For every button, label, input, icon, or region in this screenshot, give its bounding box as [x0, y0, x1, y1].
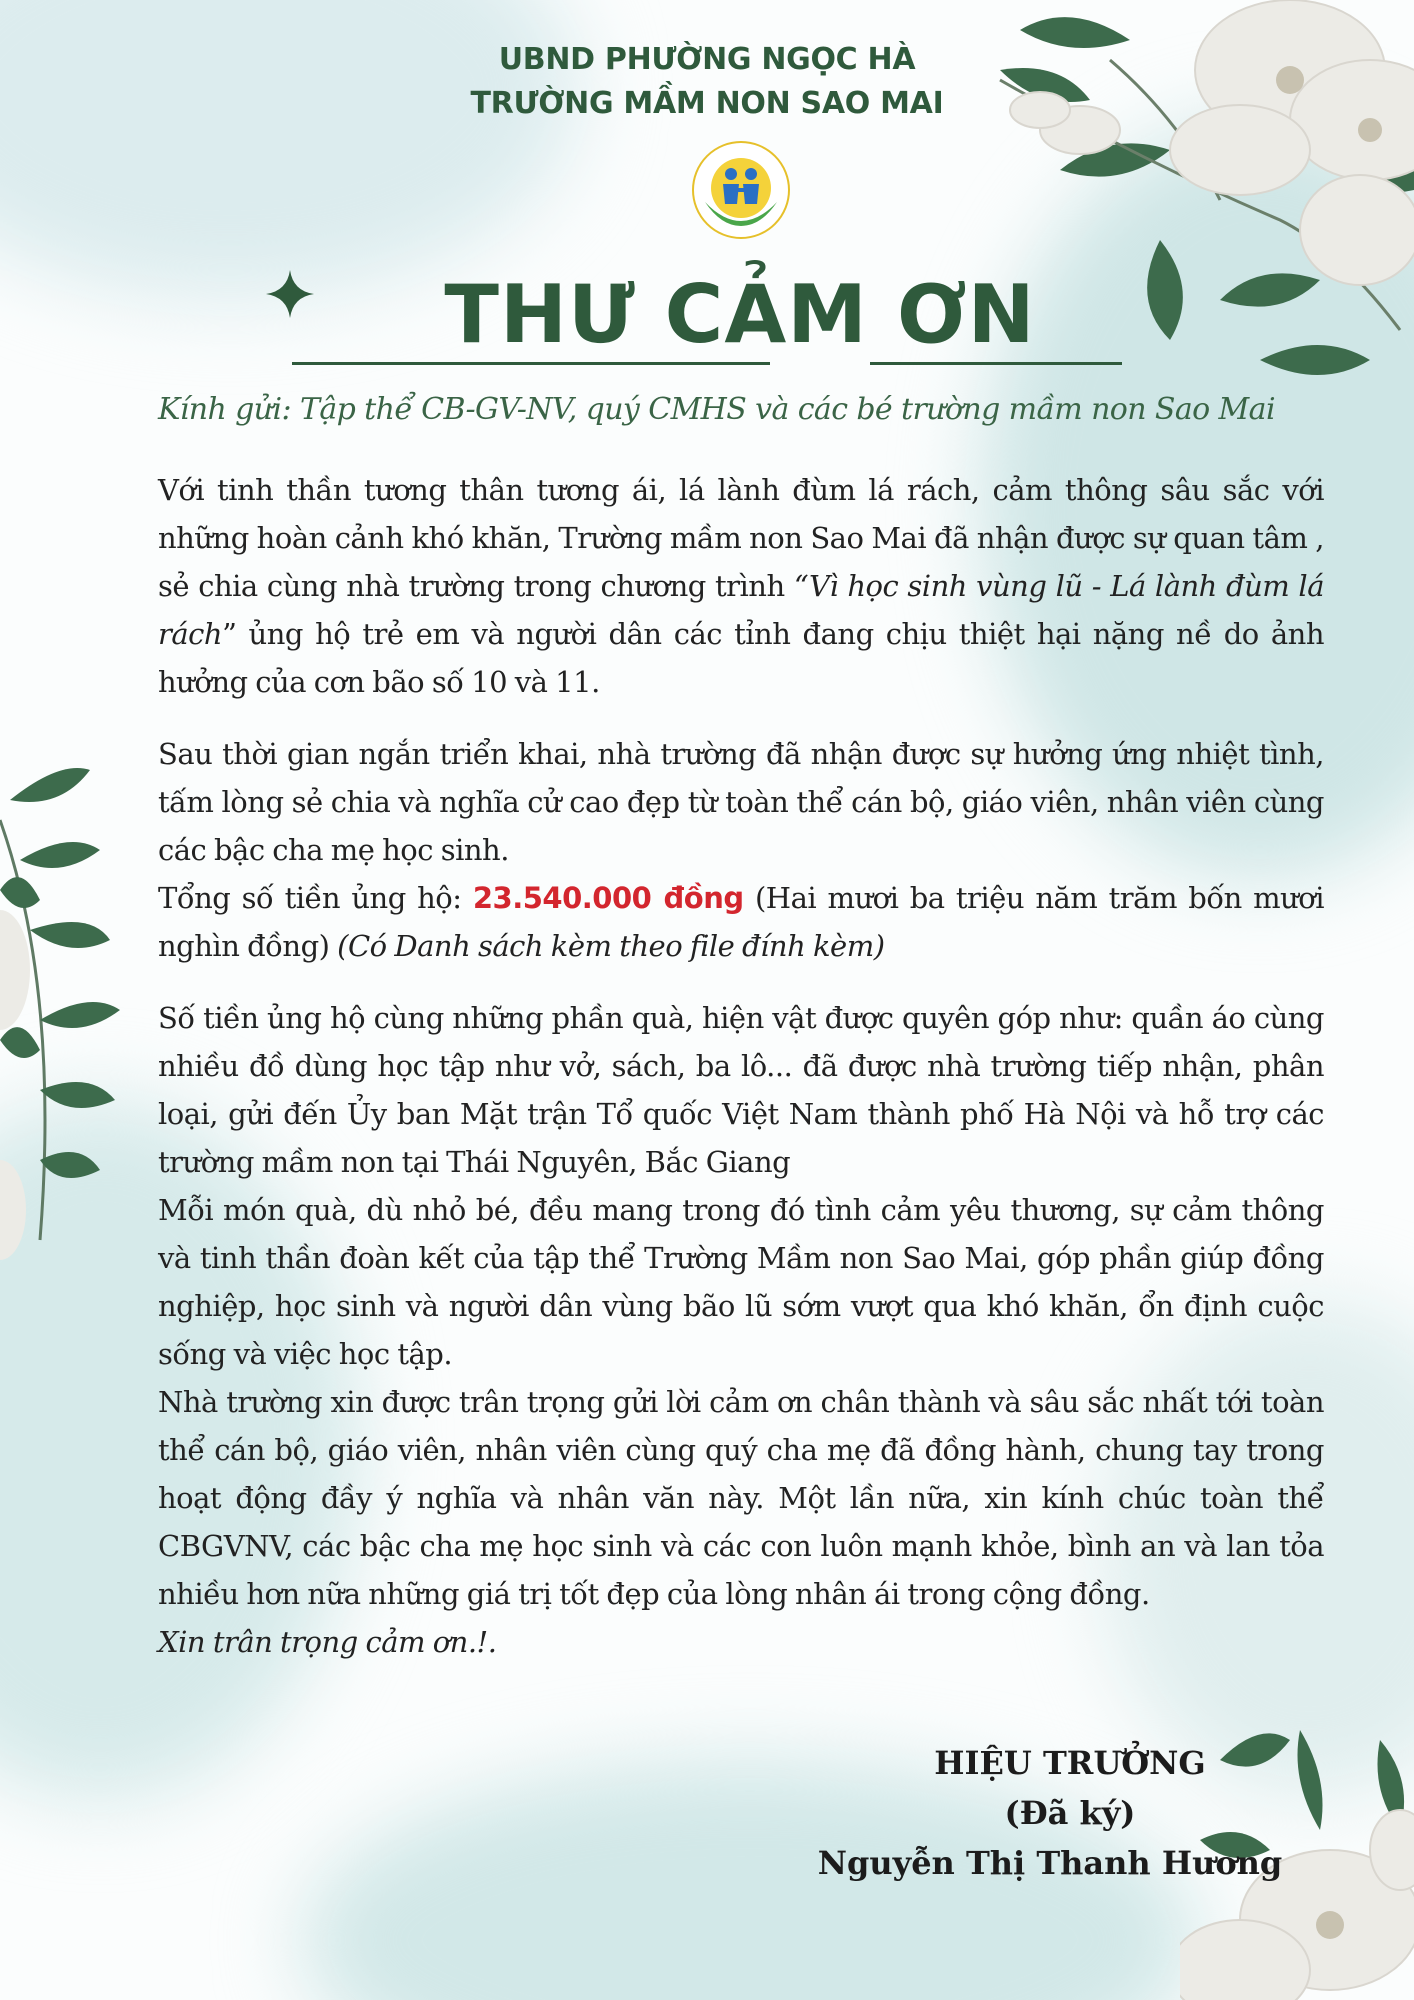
campaign-name: “Vì học sinh vùng lũ - Lá lành đùm lá rách: [158, 569, 1325, 651]
paragraph-6: Nhà trường xin được trân trọng gửi lời cảm ơn chân thành và sâu sắc nhất tới toàn thể cán bộ, giáo viên, nhân viên cùng quý cha mẹ đã đồng hành, chung tay trong hoạt động đầy ý nghĩa và nhân văn này. Một lần nữa, xin kính chúc toàn thể CBGVNV, các bậc cha mẹ học sinh và các con luôn mạnh khỏe, bình an và lan tỏa nhiều hơn nữa những giá trị tốt đẹp của lòng nhân ái trong cộng đồng.: [158, 1385, 1324, 1611]
letter-body: [158, 466, 1324, 1666]
org-line-2: TRƯỜNG MẦM NON SAO MAI: [470, 86, 944, 121]
title-underline-right: [870, 362, 1122, 365]
signer-role: HIỆU TRƯỞNG: [934, 1744, 1206, 1782]
paragraph-4: Số tiền ủng hộ cùng những phần quà, hiện vật được quyên góp như: quần áo cùng nhiều đồ dùng học tập như vở, sách, ba lô... đã được nhà trường tiếp nhận, phân loại, gửi đến Ủy ban Mặt trận Tổ quốc Việt Nam thành phố Hà Nội và hỗ trợ các trường mầm non tại Thái Nguyên, Bắc Giang: [158, 1001, 1324, 1179]
donation-total: Tổng số tiền ủng hộ: 23.540.000 đồng (Hai mươi ba triệu năm trăm bốn mươi nghìn đồng) (Có Danh sách kèm theo file đính kèm): [158, 881, 1324, 963]
title-underline-left: [292, 362, 770, 365]
paragraph-2: Sau thời gian ngắn triển khai, nhà trường đã nhận được sự hưởng ứng nhiệt tình, tấm lòng sẻ chia và nghĩa cử cao đẹp từ toàn thể cán bộ, giáo viên, nhân viên cùng các bậc cha mẹ học sinh.: [158, 737, 1324, 867]
signed-status: (Đã ký): [1004, 1794, 1136, 1832]
closing-line: Xin trân trọng cảm ơn.!.: [158, 1625, 497, 1659]
signer-name: Nguyễn Thị Thanh Hương: [817, 1844, 1283, 1882]
signature-block: [790, 1738, 1350, 1888]
letter-title: THƯ CẢM ƠN: [444, 268, 1036, 361]
donation-amount: 23.540.000 đồng: [472, 881, 744, 915]
attachment-note: (Có Danh sách kèm theo file đính kèm): [329, 929, 885, 963]
paragraph-5: Mỗi món quà, dù nhỏ bé, đều mang trong đó tình cảm yêu thương, sự cảm thông và tinh thần đoàn kết của tập thể Trường Mầm non Sao Mai, góp phần giúp đồng nghiệp, học sinh và người dân vùng bão lũ sớm vượt qua khó khăn, ổn định cuộc sống và việc học tập.: [158, 1193, 1324, 1371]
leaf-branch-decoration: [0, 740, 130, 1260]
paragraph-1: Với tinh thần tương thân tương ái, lá lành đùm lá rách, cảm thông sâu sắc với những hoàn cảnh khó khăn, Trường mầm non Sao Mai đã nhận được sự quan tâm , sẻ chia cùng nhà trường trong chương trình “Vì học sinh vùng lũ - Lá lành đùm lá rách” ủng hộ trẻ em và người dân các tỉnh đang chịu thiệt hại nặng nề do ảnh hưởng của cơn bão số 10 và 11.: [158, 473, 1325, 699]
school-logo: [691, 140, 791, 240]
org-line-1: UBND PHƯỜNG NGỌC HÀ: [498, 42, 916, 77]
recipient-line: Kính gửi: Tập thể CB-GV-NV, quý CMHS và các bé trường mầm non Sao Mai: [158, 392, 1275, 427]
